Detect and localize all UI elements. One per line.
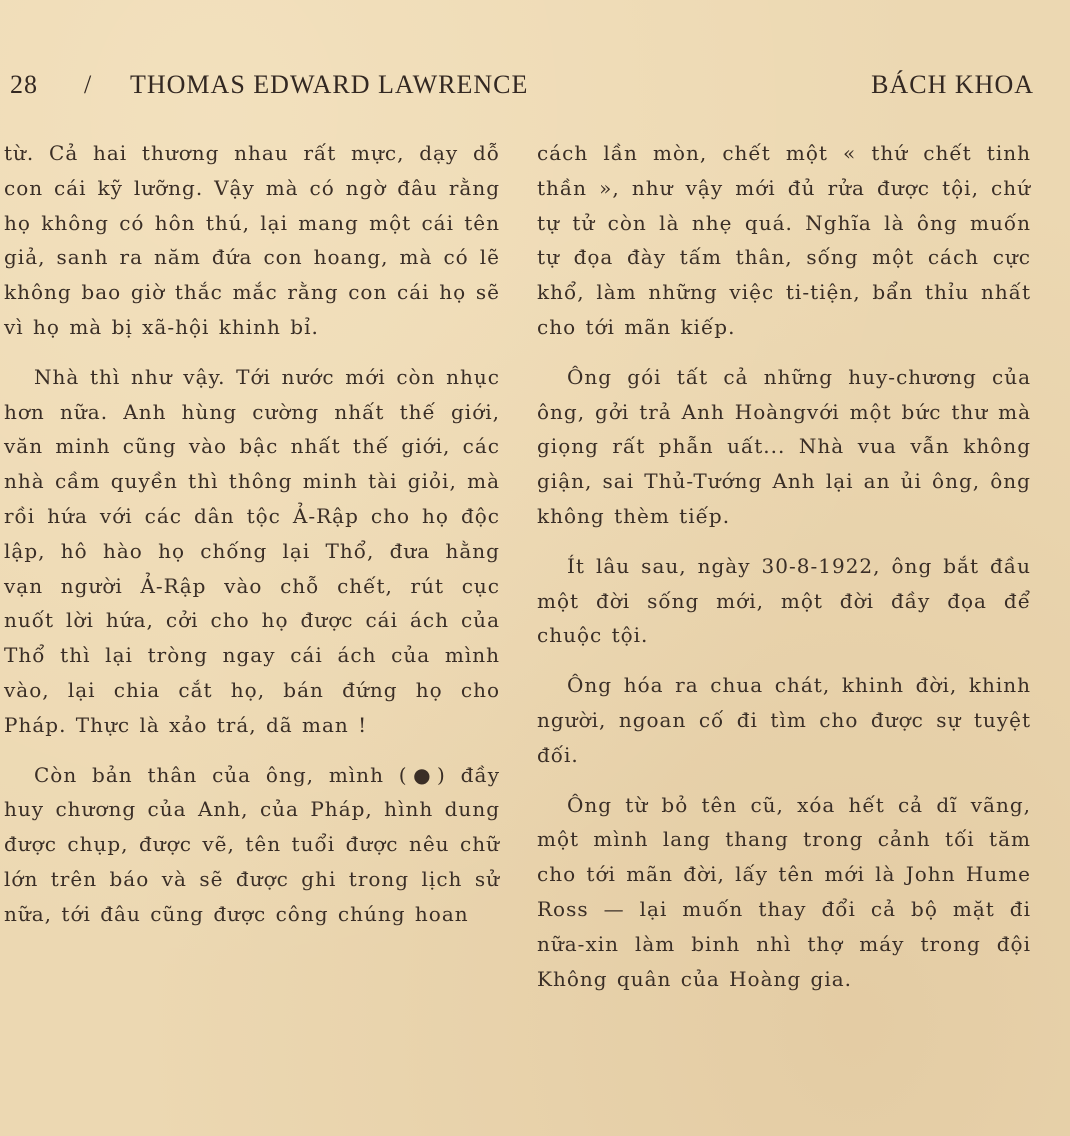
paragraph: từ. Cả hai thương nhau rất mực, dạy dỗ con cái kỹ lưỡng. Vậy mà có ngờ đâu rằng họ không có hôn thú, lại mang một cái tên giả, sanh ra năm đứa con hoang, mà có lẽ không bao giờ thắc mắc rằng con cái họ sẽ vì họ mà bị xã-hội khinh bỉ.	[4, 141, 500, 339]
paragraph: Nhà thì như vậy. Tới nước mới còn nhục hơn nữa. Anh hùng cường nhất thế giới, văn minh cũng vào bậc nhất thế giới, các nhà cầm quyền thì thông minh tài giỏi, mà rồi hứa với các dân tộc Ả-Rập cho họ độc lập, hô hào họ chống lại Thổ, đưa hằng vạn người Ả-Rập vào chỗ chết, rút cục nuốt lời hứa, cởi cho họ được cái ách của Thổ thì lại tròng ngay cái ách của mình vào, lại chia cắt họ, bán đứng họ cho Pháp. Thực là xảo trá, dã man !	[4, 364, 500, 737]
header-separator: /	[84, 70, 93, 99]
page-header	[10, 70, 1034, 110]
paragraph: cách lần mòn, chết một « thứ chết tinh thần », như vậy mới đủ rửa được tội, chứ tự tử còn là nhẹ quá. Nghĩa là ông muốn tự đọa đày tấm thân, sống một cách cực khổ, làm những việc ti-tiện, bẩn thỉu nhất cho tới mãn kiếp.	[537, 141, 1031, 339]
paragraph: Ông hóa ra chua chát, khinh đời, khinh người, ngoan cố đi tìm cho được sự tuyệt đối.	[537, 673, 1031, 767]
magazine-name: BÁCH KHOA	[871, 70, 1034, 99]
running-title: THOMAS EDWARD LAWRENCE	[130, 70, 529, 99]
page-number: 28	[10, 70, 38, 99]
right-column	[537, 136, 1031, 996]
left-column	[4, 136, 500, 932]
paragraph: Ông gói tất cả những huy-chương của ông, gởi trả Anh Hoàngvới một bức thư mà giọng rất phẫn uất... Nhà vua vẫn không giận, sai Thủ-Tướng Anh lại an ủi ông, ông không thèm tiếp.	[537, 364, 1031, 528]
paragraph: Ông từ bỏ tên cũ, xóa hết cả dĩ vãng, một mình lang thang trong cảnh tối tăm cho tới mãn đời, lấy tên mới là John Hume Ross — lại muốn thay đổi cả bộ mặt đi nữa-xin làm binh nhì thợ máy trong đội Không quân của Hoàng gia.	[537, 792, 1031, 991]
paragraph: Ít lâu sau, ngày 30-8-1922, ông bắt đầu một đời sống mới, một đời đầy đọa để chuộc tội.	[537, 553, 1031, 648]
paragraph: Còn bản thân của ông, mình (●) đầy huy chương của Anh, của Pháp, hình dung được chụp, được vẽ, tên tuổi được nêu chữ lớn trên báo và sẽ được ghi trong lịch sử nữa, tới đâu cũng được công chúng hoan	[4, 762, 500, 926]
